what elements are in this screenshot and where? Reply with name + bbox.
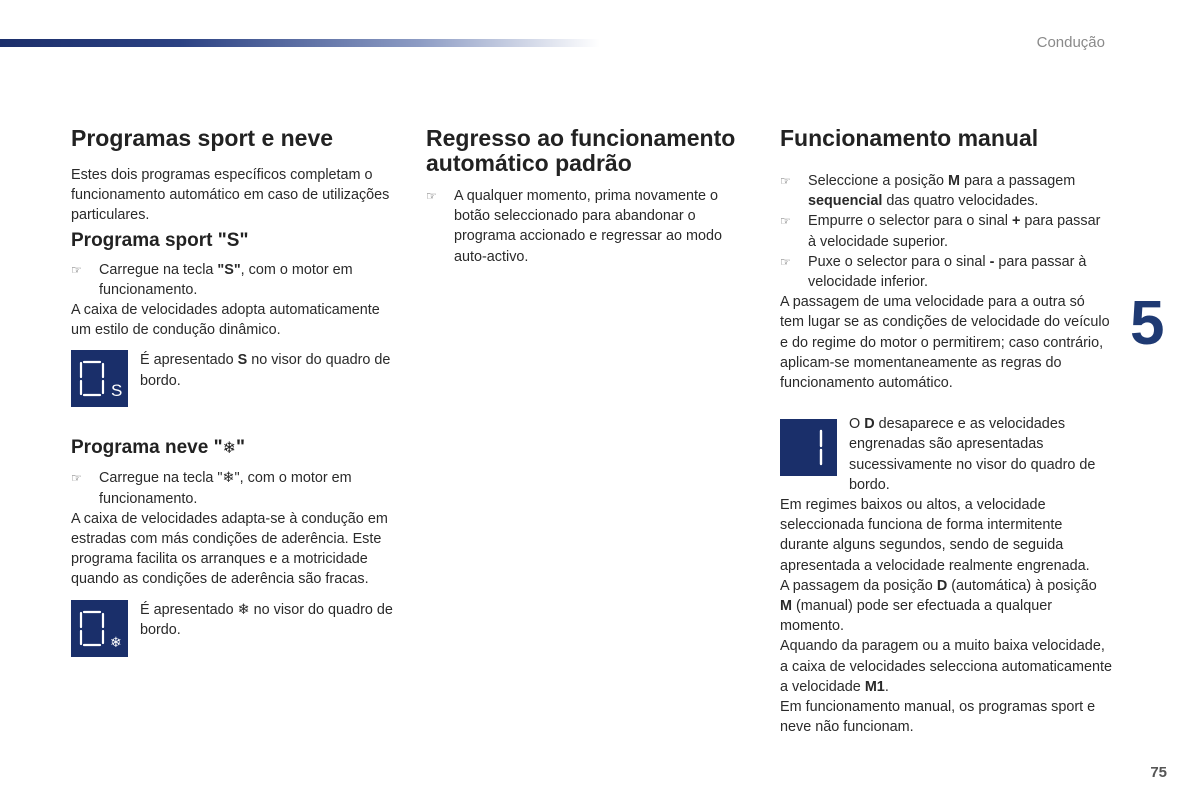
snow-caption: É apresentado ❄ no visor do quadro de bordo. [140,601,393,638]
manual-text-2: Em regimes baixos ou altos, a velocidade seleccionada funciona de forma intermitente durante alguns segundos, sendo de seguida apresentada a velocidade realmente engrenada. [780,497,1090,574]
manual-text-3: A passagem da posição D (automática) à posição M (manual) pode ser efectuada a qualquer momento. [780,577,1097,635]
chapter-number: 5 [1130,289,1165,358]
column-manual [780,126,1112,737]
manual-text-5: Em funcionamento manual, os programas sport e neve não funcionam. [780,699,1096,736]
snow-bullet: ☞ Carregue na tecla "❄", com o motor em funcionamento. [71,470,352,507]
pointing-finger-icon: ☞ [71,262,82,277]
manual-text-1: A passagem de uma velocidade para a outra só tem lugar se as condições de velocidade do veículo e do regime do motor o permitirem; caso contrário, aplicam-se momentaneamente as regras do funcionamento automático. [780,294,1110,392]
snow-display-icon [71,600,128,657]
manual-caption: O D desaparece e as velocidades engrenadas são apresentadas sucessivamente no visor do quadro de bordo. [849,416,1096,493]
snow-text: A caixa de velocidades adapta-se à condução em estradas com más condições de aderência. Este programa facilita os arranques e a motricidade quando as condições de aderência são fracas. [71,510,388,588]
manual-display-figure [780,416,1112,495]
manual-text-4: Aquando da paragem ou a muito baixa velocidade, a caixa de velocidades selecciona automaticamente a velocidade M1. [780,638,1112,695]
snowflake-icon: ❄ [222,440,236,458]
gear-one-display-icon [780,419,837,476]
pointing-finger-icon: ☞ [780,214,791,229]
intro-text: Estes dois programas específicos completam o funcionamento automático em caso de utilizações particulares. [71,167,390,224]
section-title: Regresso ao funcionamento automático padrão [426,125,736,176]
pointing-finger-icon: ☞ [780,254,791,269]
pointing-finger-icon: ☞ [426,189,437,203]
svg-text:S: S [111,381,123,401]
pointing-finger-icon: ☞ [71,471,82,486]
column-return-automatic [426,126,756,267]
snow-title: Programa neve "❄" [71,437,245,459]
section-title: Funcionamento manual [780,125,1039,151]
sport-display-figure [71,350,401,407]
svg-text:❄: ❄ [110,634,122,651]
sport-display-icon [71,350,128,407]
section-title: Programas sport e neve [71,125,334,151]
sport-bullet: ☞ Carregue na tecla "S", com o motor em funcionamento. [71,261,353,298]
return-bullet: ☞ A qualquer momento, prima novamente o botão seleccionado para abandonar o programa accionado e regressar ao modo auto-activo. [426,188,722,265]
column-sport-snow [71,126,401,657]
manual-bullet-1: ☞ Seleccione a posição M para a passagem sequencial das quatro velocidades. [780,173,1076,210]
sport-caption: É apresentado S no visor do quadro de bordo. [140,352,391,389]
manual-bullet-3: ☞ Puxe o selector para o sinal - para passar à velocidade inferior. [780,253,1087,291]
manual-bullet-2: ☞ Empurre o selector para o sinal + para passar à velocidade superior. [780,213,1101,250]
sport-title: Programa sport "S" [71,229,249,251]
pointing-finger-icon: ☞ [780,174,791,188]
sport-text: A caixa de velocidades adopta automaticamente um estilo de condução dinâmico. [71,302,380,339]
chapter-title: Condução [1036,34,1105,51]
header-bar [0,39,600,47]
snow-display-figure [71,600,401,657]
page-number: 75 [1150,764,1167,781]
